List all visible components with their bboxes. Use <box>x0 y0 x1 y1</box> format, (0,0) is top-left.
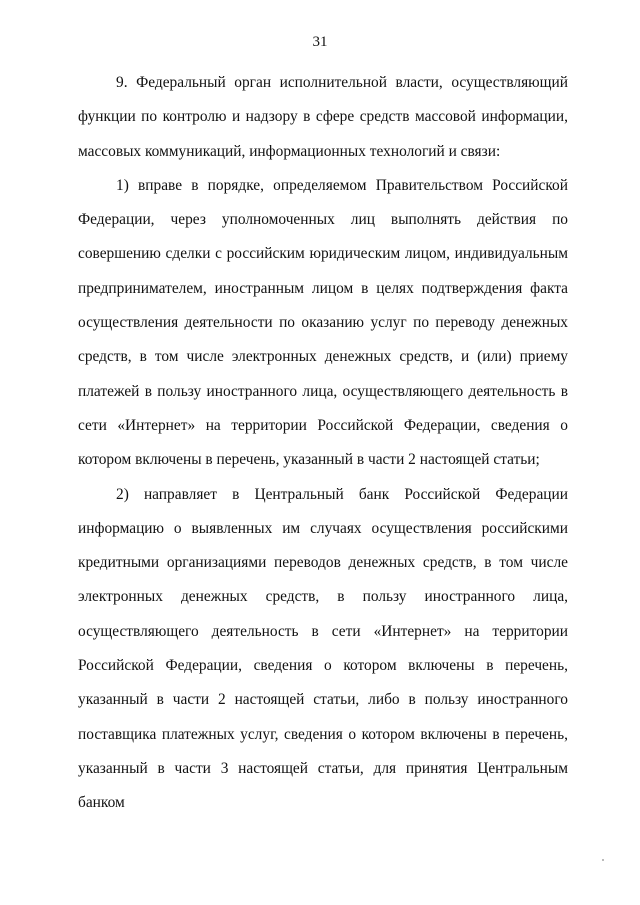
paragraph-item-1: 1) вправе в порядке, определяемом Правительством Российской Федерации, через уполномоченных лиц выполнять действия по совершению сделки с российским юридическим лицом, индивидуальным предпринимателем, иностранным лицом в целях подтверждения факта осуществления деятельности по оказанию услуг по переводу денежных средств, в том числе электронных денежных средств, и (или) приему платежей в пользу иностранного лица, осуществляющего деятельность в сети «Интернет» на территории Российской Федерации, сведения о котором включены в перечень, указанный в части 2 настоящей статьи; <box>78 176 568 469</box>
scan-speck <box>602 859 604 861</box>
paragraph-9: 9. Федеральный орган исполнительной власти, осуществляющий функции по контролю и надзору в сфере средств массовой информации, массовых коммуникаций, информационных технологий и связи: <box>78 74 568 160</box>
page-number: 31 <box>312 34 328 50</box>
paragraph-item-2: 2) направляет в Центральный банк Российской Федерации информацию о выявленных им случаях осуществления российскими кредитными организациями переводов денежных средств, в том числе электронных денежных средств, в пользу иностранного лица, осуществляющего деятельность в сети «Интернет» на территории Российской Федерации, сведения о котором включены в перечень, указанный в части 2 настоящей статьи, либо в пользу иностранного поставщика платежных услуг, сведения о котором включены в перечень, указанный в части 3 настоящей статьи, для принятия Центральным банком <box>78 485 568 812</box>
document-body <box>78 66 568 821</box>
